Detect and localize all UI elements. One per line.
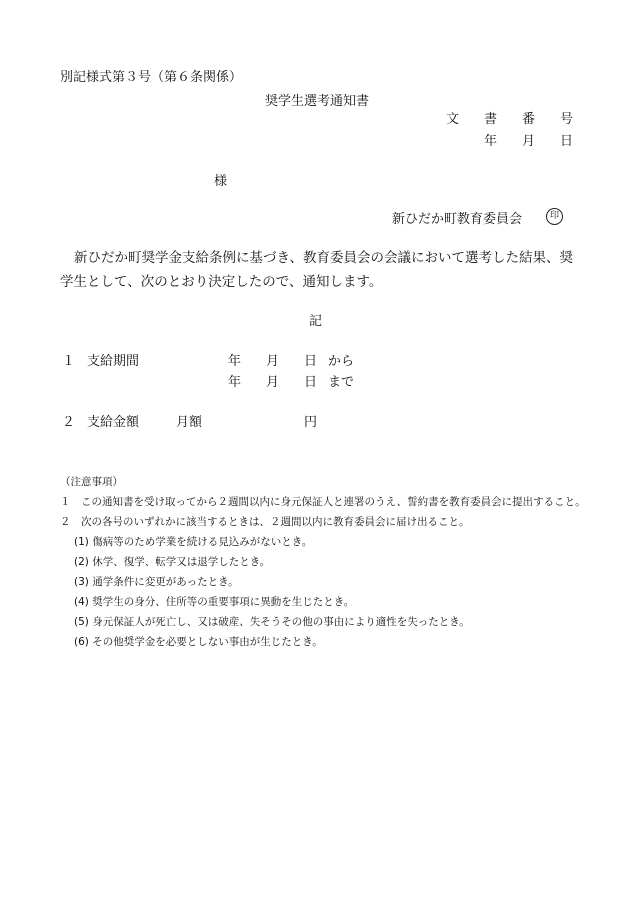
note-line-1: １ この通知書を受け取ってから２週間以内に身元保証人と連署のうえ、誓約書を教育委員会に提出すること。 xyxy=(60,496,586,508)
note-line-2: ２ 次の各号のいずれかに該当するときは、２週間以内に教育委員会に届け出ること。 xyxy=(60,516,470,528)
to-suffix: まで xyxy=(328,375,355,390)
to-month: 月 xyxy=(266,375,280,390)
note-sub-1: (1) 傷病等のため学業を続ける見込みがないとき。 xyxy=(74,536,313,548)
date-day: 日 xyxy=(560,134,574,149)
note-sub-3: (3) 通学条件に変更があったとき。 xyxy=(74,576,239,588)
addressee-suffix: 様 xyxy=(214,174,228,189)
to-day: 日 xyxy=(304,375,318,390)
notice-body: 新ひだか町奨学金支給条例に基づき、教育委員会の会議において選考した結果、奨学生として、次のとおり決定したので、通知します。 xyxy=(60,250,573,290)
to-year: 年 xyxy=(228,375,242,390)
note-sub-5: (5) 身元保証人が死亡し、又は破産、失そうその他の事由により適性を失ったとき。 xyxy=(74,616,470,628)
issuer-name: 新ひだか町教育委員会 xyxy=(392,212,523,227)
from-month: 月 xyxy=(266,354,280,369)
note-sub-4: (4) 奨学生の身分、住所等の重要事項に異動を生じたとき。 xyxy=(74,596,355,608)
docnum-char-4: 号 xyxy=(560,112,574,127)
from-day: 日 xyxy=(304,354,318,369)
date-year: 年 xyxy=(484,134,498,149)
ki-heading: 記 xyxy=(309,314,323,329)
item-1-number: １ xyxy=(62,354,76,369)
date-month: 月 xyxy=(522,134,536,149)
document-title: 奨学生選考通知書 xyxy=(265,94,370,109)
item-2-number: ２ xyxy=(62,415,76,430)
docnum-char-1: 文 xyxy=(446,112,460,127)
monthly-label: 月額 xyxy=(176,415,203,430)
note-sub-2: (2) 休学、復学、転学又は退学したとき。 xyxy=(74,556,271,568)
seal-stamp: 印 xyxy=(546,208,563,225)
docnum-char-3: 番 xyxy=(522,112,536,127)
from-suffix: から xyxy=(328,354,355,369)
item-2-label: 支給金額 xyxy=(87,415,140,430)
notes-section xyxy=(60,472,586,652)
yen-unit: 円 xyxy=(304,415,318,430)
item-1-label: 支給期間 xyxy=(87,354,140,369)
notes-heading: （注意事項） xyxy=(60,476,123,488)
docnum-char-2: 書 xyxy=(484,112,498,127)
note-sub-6: (6) その他奨学金を必要としない事由が生じたとき。 xyxy=(74,636,323,648)
form-number: 別記様式第３号（第６条関係） xyxy=(60,70,243,85)
from-year: 年 xyxy=(228,354,242,369)
